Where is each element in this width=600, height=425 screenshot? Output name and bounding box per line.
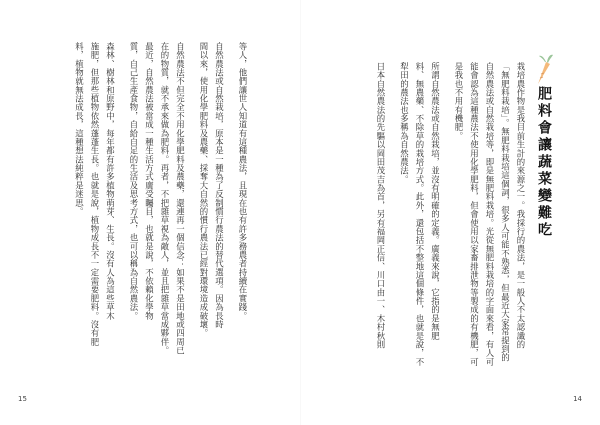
paragraph-gap: [188, 42, 196, 297]
text-column: 犁田的農法也多稱為自然農法。: [399, 62, 410, 184]
text-column: 日本自然農法的先驅以岡田茂吉為首，另有福岡正信、川口由一、木村秋則: [376, 62, 386, 349]
text-column: 所謂自然農法或自然栽培，並沒有明確的定義。廣義來說，它指的是無肥: [430, 62, 441, 341]
text-column: 自然農法不但完全不用化學肥料及農藥，還連再一個信念：如果不是田地或四周已: [175, 42, 186, 355]
left-page-body: [71, 42, 250, 355]
text-column: 自然農法或自然栽培等，即是無肥料栽培。光從無肥料栽培的字面來看，有人可: [485, 62, 495, 367]
text-column: 自然農法或自然栽培，原本是一種為了反制慣行農法的替代選項。因為長時: [214, 42, 225, 329]
text-column: 森林、樹林和原野中，每年都有許多植物萌芽、生長。沒有人為這些草木: [105, 42, 116, 321]
chapter-heading: [532, 52, 556, 272]
paragraph-gap: [227, 42, 235, 297]
text-column: 在的物質，就不承來做為肥料。再者，不把雜草視為敵人，並且把雜草當成夥伴。: [160, 42, 170, 355]
text-column: 間以來，使用化學肥料及農藥、採奪大自然的慣行農法已經對環境造成破壞。: [199, 42, 209, 338]
text-column: 質，自己生產食物，自給自足的生活及思考方式，也可以稱為自然農法。: [129, 42, 139, 321]
text-column: 等人，他們讓世人知道有這種農法，且現在也有許多務農者持續在實踐。: [238, 42, 248, 321]
page-number-left: 15: [18, 395, 27, 403]
text-column: 最近，自然農法被當成一種生活方式廣受矚目，也就是說，不依賴化學物: [144, 42, 155, 321]
text-column: 能會認為這種農法不使用化學肥料，但會使用以家畜排泄物等製成的有機肥，可: [469, 62, 480, 367]
text-column: 施肥，但那些植物依然蓬蓬生長。也就是說，植物成長不一定需要肥料。沒有肥: [90, 42, 100, 347]
page-title: 肥料會讓蔬菜變難吃: [536, 86, 552, 239]
text-column: 料、無農藥、不除草的栽培方式。此外，還包括不整地這個條件，也就是說，不: [415, 62, 425, 367]
right-page: [300, 0, 600, 425]
right-page-body: [373, 62, 529, 367]
carrot-icon: [534, 52, 556, 86]
paragraph-gap: [118, 42, 126, 297]
text-column: 「無肥料栽培」。無肥料栽培這個詞，很多人可能不熟悉，但最近大家常提到的: [500, 62, 511, 362]
text-column: 料，植物就無法成長，這種想法純粹是迷思。: [74, 42, 85, 216]
paragraph-gap: [443, 62, 451, 294]
page-number-right: 14: [573, 395, 582, 403]
text-column: 栽培農作物是我目前生計的來源之一。我採行的農法，是一般人不太認識的: [516, 62, 526, 349]
text-column: 是我也不用有機肥。: [454, 62, 464, 141]
paragraph-gap: [388, 62, 396, 294]
